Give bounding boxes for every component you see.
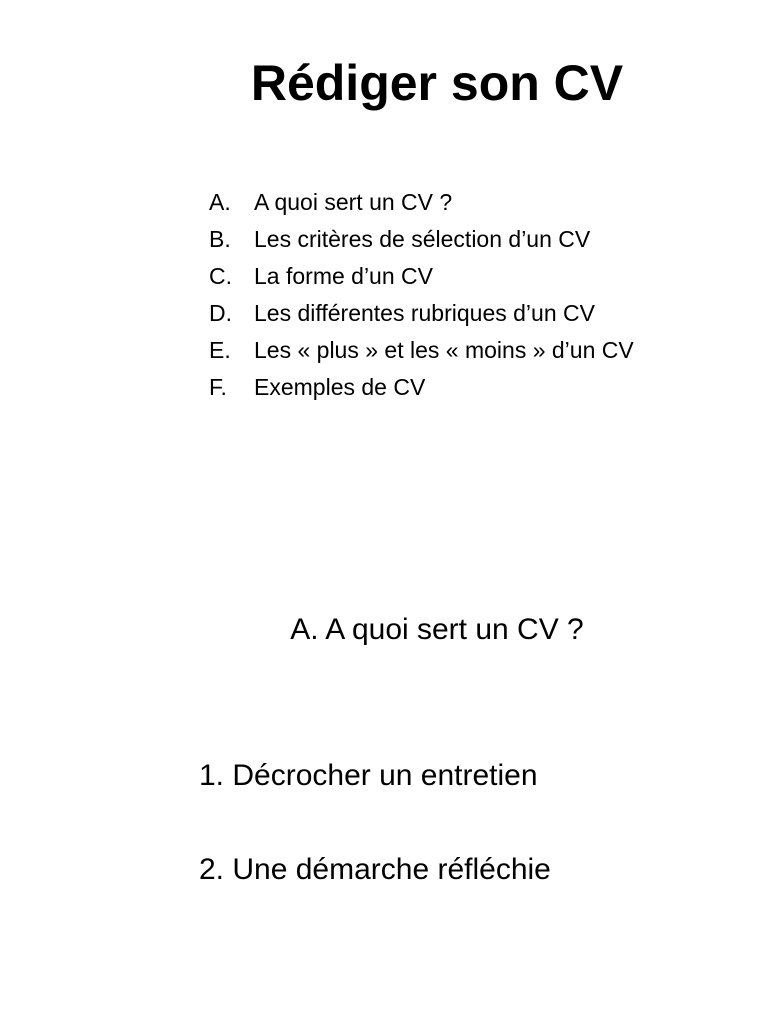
toc-item-a [209,184,634,221]
toc-item-b [209,221,634,258]
toc-item-c [209,258,634,295]
toc-item-label: Exemples de CV [254,374,426,400]
toc-item-e [209,332,634,369]
toc-item-letter: F. [209,374,227,400]
toc-item-f [209,369,634,406]
toc-item-label: A quoi sert un CV ? [254,189,453,215]
section-heading: A. A quoi sert un CV ? [290,613,584,646]
toc-item-label: Les différentes rubriques d’un CV [254,300,595,326]
toc-item-label: Les « plus » et les « moins » d’un CV [254,337,634,363]
section-point-1: 1. Décrocher un entretien [199,759,538,792]
section-point-2: 2. Une démarche réfléchie [199,853,551,886]
toc-item-d [209,295,634,332]
toc-item-letter: D. [209,300,232,326]
toc-item-letter: C. [209,263,232,289]
toc-item-letter: E. [209,337,231,363]
toc-item-label: La forme d’un CV [254,263,433,289]
toc-item-letter: B. [209,226,231,252]
document-title: Rédiger son CV [250,55,624,111]
table-of-contents [209,184,634,406]
toc-item-letter: A. [209,189,231,215]
toc-item-label: Les critères de sélection d’un CV [254,226,591,252]
